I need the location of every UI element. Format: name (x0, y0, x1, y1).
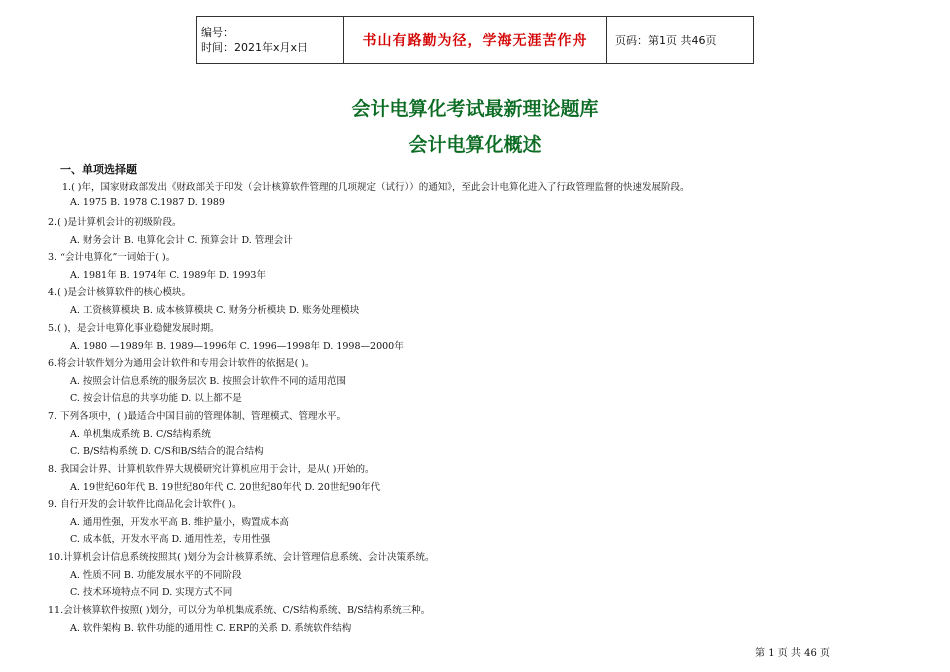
question-line: 5.( )，是会计电算化事业稳健发展时期。 (48, 323, 220, 334)
page-footer: 第 1 页 共 46 页 (755, 648, 830, 659)
document-subtitle: 会计电算化概述 (408, 134, 542, 156)
options-line: A. 财务会计 B. 电算化会计 C. 预算会计 D. 管理会计 (70, 235, 293, 246)
options-line: C. B/S结构系统 D. C/S和B/S结合的混合结构 (70, 446, 264, 457)
page-info: 页码：第1页 共46页 (607, 17, 754, 64)
document-title: 会计电算化考试最新理论题库 (351, 98, 599, 120)
question-line: 2.( )是计算机会计的初级阶段。 (48, 217, 182, 228)
question-line: 3. “会计电算化”一词始于( )。 (48, 252, 176, 263)
time-label: 时间：2021年x月x日 (201, 41, 309, 54)
motto: 书山有路勤为径，学海无涯苦作舟 (344, 17, 607, 64)
question-line: 1.( )年，国家财政部发出《财政部关于印发（会计核算软件管理的几项规定（试行））的通知》，至此会计电算化进入了行政管理监督的快速发展阶段。 (62, 182, 690, 193)
options-line: A. 通用性强，开发水平高 B. 维护量小，购置成本高 (70, 517, 289, 528)
options-line: A. 单机集成系统 B. C/S结构系统 (70, 429, 211, 440)
question-line: 11.会计核算软件按照( )划分，可以分为单机集成系统、C/S结构系统、B/S结构系统三种。 (48, 605, 431, 616)
question-line: 9. 自行开发的会计软件比商品化会计软件( )。 (48, 499, 242, 510)
options-line: A. 软件架构 B. 软件功能的通用性 C. ERP的关系 D. 系统软件结构 (70, 623, 352, 634)
question-line: 4.( )是会计核算软件的核心模块。 (48, 287, 191, 298)
question-line: 6.将会计软件划分为通用会计软件和专用会计软件的依据是( )。 (48, 358, 315, 369)
options-line: A. 19世纪60年代 B. 19世纪80年代 C. 20世纪80年代 D. 20世纪90年代 (70, 482, 380, 493)
number-label: 编号： (201, 26, 234, 39)
options-line: A. 1981年 B. 1974年 C. 1989年 D. 1993年 (70, 270, 266, 281)
options-line: C. 技术环境特点不同 D. 实现方式不同 (70, 587, 233, 598)
options-line: A. 性质不同 B. 功能发展水平的不同阶段 (70, 570, 242, 581)
question-line: 10.计算机会计信息系统按照其( )划分为会计核算系统、会计管理信息系统、会计决策系统。 (48, 552, 435, 563)
section-heading: 一、单项选择题 (60, 163, 137, 176)
question-line: 7. 下列各项中，( )最适合中国目前的管理体制、管理模式、管理水平。 (48, 411, 347, 422)
options-line: A. 1975 B. 1978 C.1987 D. 1989 (70, 197, 225, 208)
question-line: 8. 我国会计界、计算机软件界大规模研究计算机应用于会计，是从( )开始的。 (48, 464, 375, 475)
options-line: A. 工资核算模块 B. 成本核算模块 C. 财务分析模块 D. 账务处理模块 (70, 305, 360, 316)
options-line: C. 按会计信息的共享功能 D. 以上都不是 (70, 393, 242, 404)
options-line: C. 成本低，开发水平高 D. 通用性差，专用性强 (70, 534, 271, 545)
options-line: A. 1980 —1989年 B. 1989—1996年 C. 1996—1998年 D. 1998—2000年 (70, 341, 404, 352)
options-line: A. 按照会计信息系统的服务层次 B. 按照会计软件不同的适用范围 (70, 376, 346, 387)
